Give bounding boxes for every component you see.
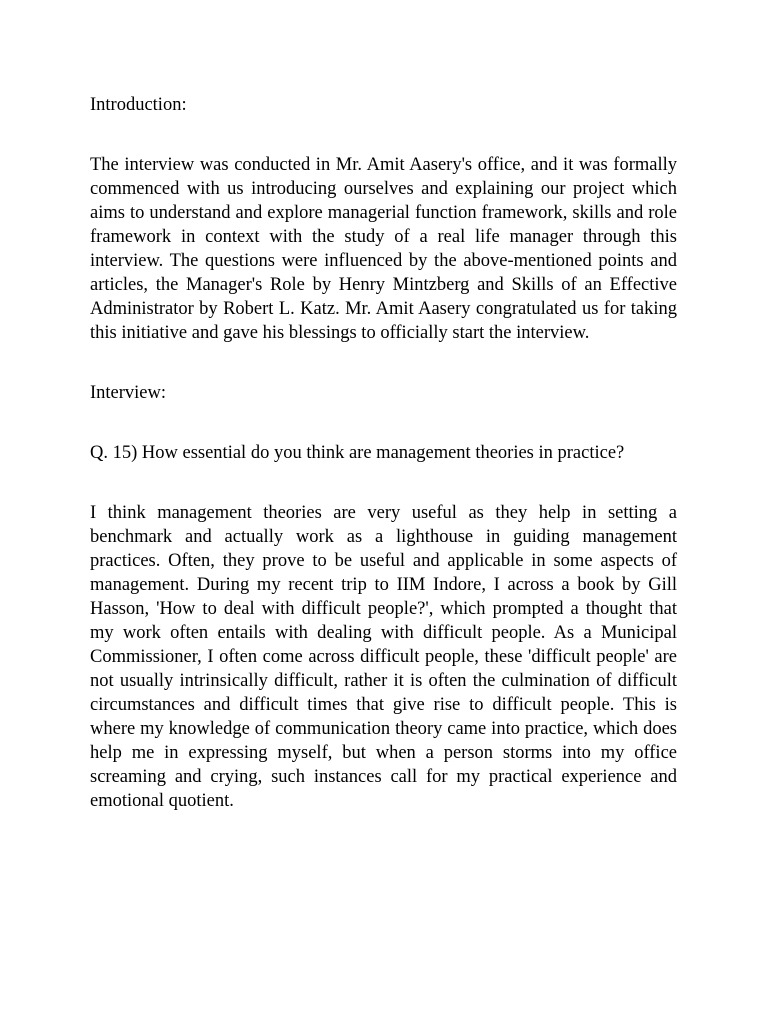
document-body — [90, 93, 677, 813]
interview-heading: Interview: — [90, 383, 167, 403]
interview-question: Q. 15) How essential do you think are management theories in practice? — [90, 443, 625, 463]
introduction-heading: Introduction: — [90, 95, 187, 115]
introduction-paragraph: The interview was conducted in Mr. Amit Aasery's office, and it was formally commenced with us introducing ourselves and explaining our project which aims to understand and explore managerial function framework, skills and role framework in context with the study of a real life manager through this interview. The questions were influenced by the above-mentioned points and articles, the Manager's Role by Henry Mintzberg and Skills of an Effective Administrator by Robert L. Katz. Mr. Amit Aasery congratulated us for taking this initiative and gave his blessings to officially start the interview. — [90, 155, 677, 343]
interview-answer: I think management theories are very useful as they help in setting a benchmark and actually work as a lighthouse in guiding management practices. Often, they prove to be useful and applicable in some aspects of management. During my recent trip to IIM Indore, I across a book by Gill Hasson, 'How to deal with difficult people?', which prompted a thought that my work often entails with dealing with difficult people. As a Municipal Commissioner, I often come across difficult people, these 'difficult people' are not usually intrinsically difficult, rather it is often the culmination of difficult circumstances and difficult times that give rise to difficult people. This is where my knowledge of communication theory came into practice, which does help me in expressing myself, but when a person storms into my office screaming and crying, such instances call for my practical experience and emotional quotient. — [90, 503, 677, 811]
spacer — [90, 465, 677, 501]
spacer — [90, 117, 677, 153]
spacer — [90, 345, 677, 381]
spacer — [90, 405, 677, 441]
